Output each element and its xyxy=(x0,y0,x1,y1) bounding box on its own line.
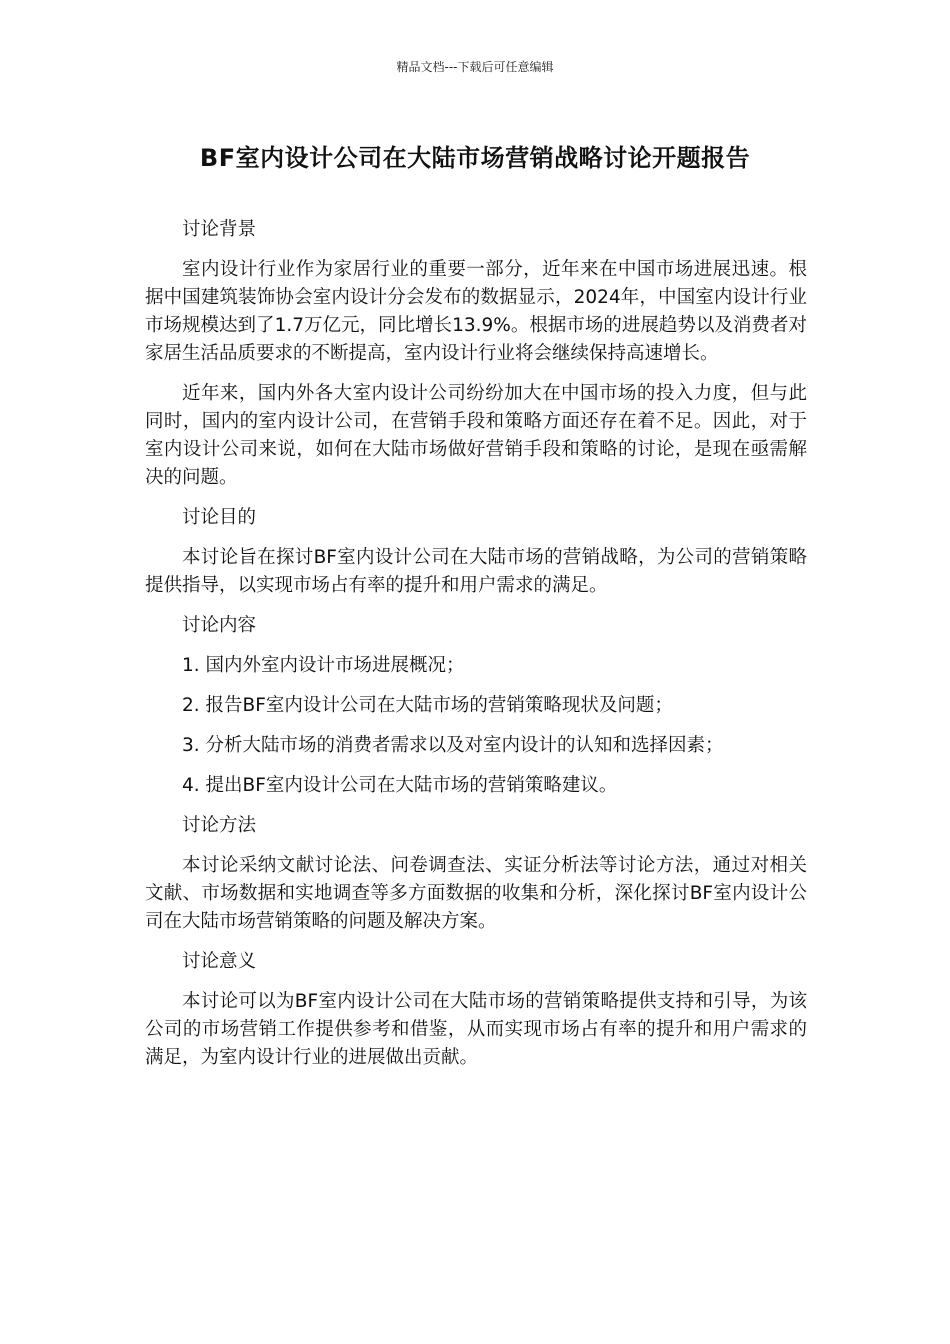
document-title: BF室内设计公司在大陆市场营销战略讨论开题报告 xyxy=(199,144,751,172)
document-body xyxy=(145,216,807,1084)
section-heading-purpose: 讨论目的 xyxy=(182,507,257,528)
background-paragraph-1: 室内设计行业作为家居行业的重要一部分，近年来在中国市场进展迅速。根据中国建筑装饰协会室内设计分会发布的数据显示，2024年，中国室内设计行业市场规模达到了1.7万亿元，同比增长13.9%。根据市场的进展趋势以及消费者对家居生活品质要求的不断提高，室内设计行业将会继续保持高速增长。 xyxy=(145,259,807,364)
purpose-paragraph: 本讨论旨在探讨BF室内设计公司在大陆市场的营销战略，为公司的营销策略提供指导，以实现市场占有率的提升和用户需求的满足。 xyxy=(145,547,807,596)
header-note: 精品文档---下载后可任意编辑 xyxy=(396,60,554,74)
section-heading-significance: 讨论意义 xyxy=(182,951,257,972)
background-paragraph-2: 近年来，国内外各大室内设计公司纷纷加大在中国市场的投入力度，但与此同时，国内的室内设计公司，在营销手段和策略方面还存在着不足。因此，对于室内设计公司来说，如何在大陆市场做好营销手段和策略的讨论，是现在亟需解决的问题。 xyxy=(145,383,807,488)
content-list-item: 1. 国内外室内设计市场进展概况； xyxy=(182,655,465,676)
content-list-item: 3. 分析大陆市场的消费者需求以及对室内设计的认知和选择因素； xyxy=(182,735,724,756)
content-list-item: 4. 提出BF室内设计公司在大陆市场的营销策略建议。 xyxy=(182,775,618,796)
method-paragraph: 本讨论采纳文献讨论法、问卷调查法、实证分析法等讨论方法，通过对相关文献、市场数据和实地调查等多方面数据的收集和分析，深化探讨BF室内设计公司在大陆市场营销策略的问题及解决方案。 xyxy=(145,855,807,932)
section-heading-background: 讨论背景 xyxy=(182,219,257,240)
section-heading-method: 讨论方法 xyxy=(182,815,257,836)
significance-paragraph: 本讨论可以为BF室内设计公司在大陆市场的营销策略提供支持和引导，为该公司的市场营销工作提供参考和借鉴，从而实现市场占有率的提升和用户需求的满足，为室内设计行业的进展做出贡献。 xyxy=(145,991,807,1068)
content-list-item: 2. 报告BF室内设计公司在大陆市场的营销策略现状及问题； xyxy=(182,695,673,716)
section-heading-content: 讨论内容 xyxy=(182,615,257,636)
